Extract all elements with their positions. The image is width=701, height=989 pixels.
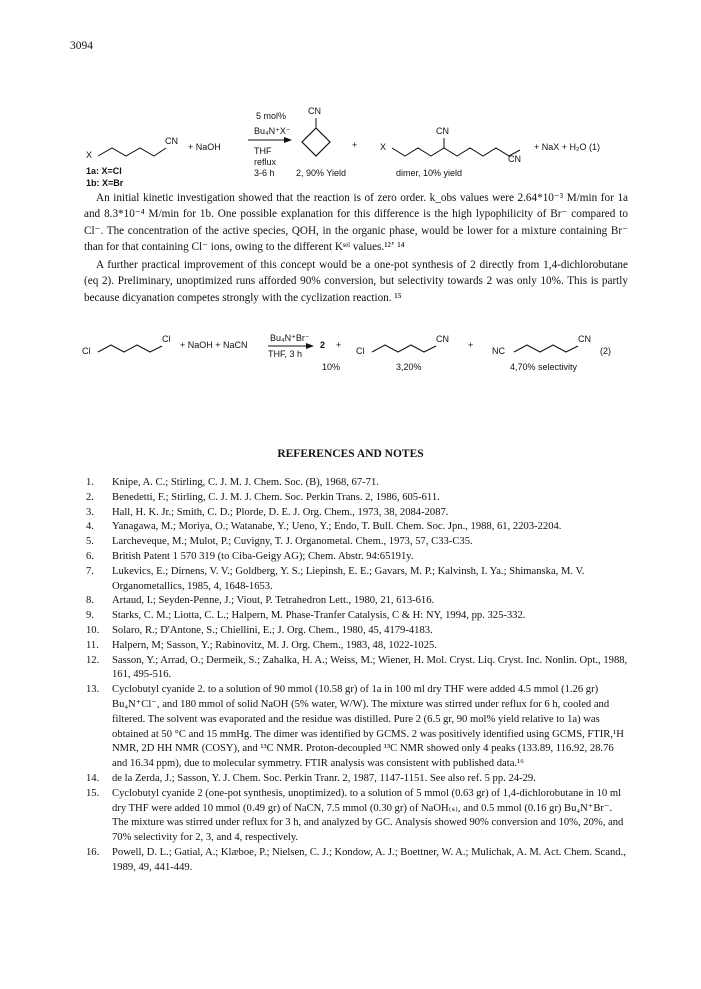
reference-item [86,594,631,609]
label-1b: 1b: X=Br [86,178,124,188]
conditions-2: THF, 3 h [268,349,303,359]
reference-number: 11. [86,639,99,651]
reference-text: Hall, H. K. Jr.; Smith, C. D.; Plorde, D. E. J. Org. Chem., 1973, 38, 2084-2087. [112,506,449,518]
reference-text: Halpern, M; Sasson, Y.; Rabinovitz, M. J. Org. Chem., 1983, 48, 1022-1025. [112,639,437,651]
reference-number: 7. [86,565,94,577]
reference-item [86,654,631,684]
reference-item [86,683,631,772]
cl-right: Cl [162,334,171,344]
reference-item [86,846,631,876]
reference-text: Yanagawa, M.; Moriya, O.; Watanabe, Y.; Ueno, Y.; Endo, T. Bull. Chem. Soc. Jpn., 1988, 61, 2203-2204. [112,521,562,533]
reference-number: 14. [86,772,100,784]
reference-item [86,550,631,565]
reference-item [86,624,631,639]
product-2-label: 2, 90% Yield [296,168,347,178]
substituent-x: X [86,150,93,160]
dimer-label: dimer, 10% yield [396,168,463,178]
reference-number: 13. [86,684,100,696]
references-heading: REFERENCES AND NOTES [277,448,424,460]
reference-item [86,565,631,595]
cl-product-3: Cl [356,346,365,356]
reference-item [86,491,631,506]
reference-item [86,535,631,550]
product-cn-label: CN [308,106,321,116]
reference-text: British Patent 1 570 319 (to Ciba-Geigy AG); Chem. Abstr. 94:65191y. [112,550,414,562]
cn-product-3: CN [436,334,449,344]
reference-text: Artaud, I.; Seyden-Penne, J.; Viout, P. Tetrahedron Lett., 1980, 21, 613-616. [112,595,435,607]
reference-text: Benedetti, F.; Stirling, C. J. M. J. Chem. Soc. Perkin Trans. 2, 1986, 605-611. [112,491,440,503]
catalyst-loading: 5 mol% [256,111,287,121]
reference-text: Lukevics, E.; Dirnens, V. V.; Goldberg, Y. S.; Liepinsh, E. E.; Gavars, M. P.; Kalvinsh, I. Ya.; Shimanska, M. V. Organometallics, 1985, 4, 1648-1653. [112,565,585,592]
reference-item [86,506,631,521]
plus-naoh: + NaOH [188,142,221,152]
reference-text: Larcheveque, M.; Mulot, P.; Cuvigny, T. J. Organometal. Chem., 1973, 57, C33-C35. [112,536,473,548]
references-list [86,476,631,876]
condition-time: 3-6 h [254,168,275,178]
byproducts: + NaX + H₂O (1) [534,142,601,152]
reference-text: Cyclobutyl cyanide 2. to a solution of 90 mmol (10.58 gr) of 1a in 100 ml dry THF were added 4.5 mmol (1.26 gr) Bu₄N⁺Cl⁻, and 180 mmol of solid NaOH (5% water, W/W). The mixture was stirred under reflux for 6 h, cooled and filtered. The solvent was evaporated and the residue was distilled. Pure 2 (6.5 gr, 90 mol% yield relative to 1a) was obtained at 50 °C and 15 mmHg. The dimer was identified by GCMS. 2 was positively identified using GCMS, FTIR,¹H NMR, 2D HH NMR (COSY), and ¹³C NMR. Proton-decoupled ¹³C NMR showed only 4 peaks (133.89, 116.92, 28.76 and 16.34 ppm), due to molecular symmetry. FTIR analysis was consistent with published data.¹⁶ [112,684,624,770]
nc-product-4: NC [492,346,505,356]
reference-item [86,639,631,654]
paragraph-one-pot: A further practical improvement of this concept would be a one-pot synthesis of 2 directly from 1,4-dichlorobutane (eq 2). Preliminary, unoptimized runs afforded 90% conversion, but selectivity towards 2 was only 10%. This is partly because dicyanation competes strongly with the cyclization reaction. ¹⁵ [84,259,628,304]
reference-text: Starks, C. M.; Liotta, C. L.; Halpern, M. Phase-Tranfer Catalysis, C & H: NY, 1994, pp. 325-332. [112,610,526,622]
reference-number: 12. [86,654,100,666]
reference-number: 16. [86,846,100,858]
product-2: 2 [320,340,326,350]
reference-number: 15. [86,787,100,799]
selectivity-3: 3,20% [396,362,422,372]
reference-item [86,609,631,624]
reference-number: 6. [86,550,94,562]
selectivity-4: 4,70% selectivity [510,362,578,372]
reference-number: 8. [86,595,94,607]
equation-number-2: (2) [600,346,611,356]
dimer-cn-top: CN [436,126,449,136]
page-number: 3094 [70,40,93,52]
reference-number: 4. [86,521,94,533]
cl-left: Cl [82,346,91,356]
substrate-cn-label: CN [165,136,178,146]
cn-product-4: CN [578,334,591,344]
plus-a: + [336,340,342,350]
reference-text: Solaro, R.; D'Antone, S.; Chiellini, E.; J. Org. Chem., 1980, 45, 4179-4183. [112,624,433,636]
paragraph-kinetics: An initial kinetic investigation showed that the reaction is of zero order. k_obs values were 2.64*10⁻³ M/min for 1a and 8.3*10⁻⁴ M/min for 1b. One possible explanation for this difference is the high lypophilicity of Br⁻ compared to Cl⁻. The concentration of the active species, QOH, in the organic phase, would be lower for a mixture containing Br⁻ than for that containing Cl⁻ ions, owing to the different Kˢᵉˡ values.¹²ʼ ¹⁴ [84,192,628,253]
plus-b: + [468,340,474,350]
reference-text: de la Zerda, J.; Sasson, Y. J. Chem. Soc. Perkin Tranr. 2, 1987, 1147-1151. See also ref. 5 pp. 24-29. [112,772,536,784]
scheme-2-bonds [0,0,701,420]
reference-number: 10. [86,624,100,636]
dimer-x: X [380,142,387,152]
condition-reflux: reflux [254,157,277,167]
reference-item [86,787,631,846]
reference-text: Cyclobutyl cyanide 2 (one-pot synthesis, unoptimized). to a solution of 5 mmol (0.63 gr) of 1,4-dichlorobutane in 10 ml dry THF were added 10 mmol (0.49 gr) of NaCN, 7.5 mmol (0.30 gr) of NaOH₍ₛ₎, and 0.5 mmol (0.16 gr) Bu₄N⁺Br⁻. The mixture was stirred under reflux for 3 h, and analyzed by GC. Analysis showed 90% conversion and 10%, 20%, and 70% selectivity for 2, 3, and 4, respectively. [112,787,624,844]
reference-number: 5. [86,536,94,548]
plus-sign: + [352,140,358,150]
catalyst: Bu₄N⁺X⁻ [254,126,291,136]
reference-text: Knipe, A. C.; Stirling, C. J. M. J. Chem. Soc. (B), 1968, 67-71. [112,477,379,488]
dimer-cn-end: CN [508,154,521,164]
reference-item [86,476,631,491]
reference-text: Sasson, Y.; Arrad, O.; Dermeik, S.; Zahalka, H. A.; Weiss, M.; Wiener, H. Mol. Cryst. Liq. Cryst. Inc. Nonlin. Opt., 1988, 161, 495-516. [112,654,628,681]
reference-text: Powell, D. L.; Gatial, A.; Klæboe, P.; Nielsen, C. J.; Kondow, A. J.; Boettner, W. A.; Mulichak, A. M. Act. Chem. Scand., 1989, 49, 441-449. [112,846,626,873]
reference-item [86,520,631,535]
solvent: THF [254,146,272,156]
reagents: + NaOH + NaCN [180,340,248,350]
reference-number: 3. [86,506,94,518]
reference-number: 9. [86,610,94,622]
label-1a: 1a: X=Cl [86,166,122,176]
selectivity-2: 10% [322,362,341,372]
catalyst-2: Bu₄N⁺Br⁻ [270,333,310,343]
reference-item [86,772,631,787]
reference-number: 2. [86,491,94,503]
reference-number: 1. [86,477,94,488]
